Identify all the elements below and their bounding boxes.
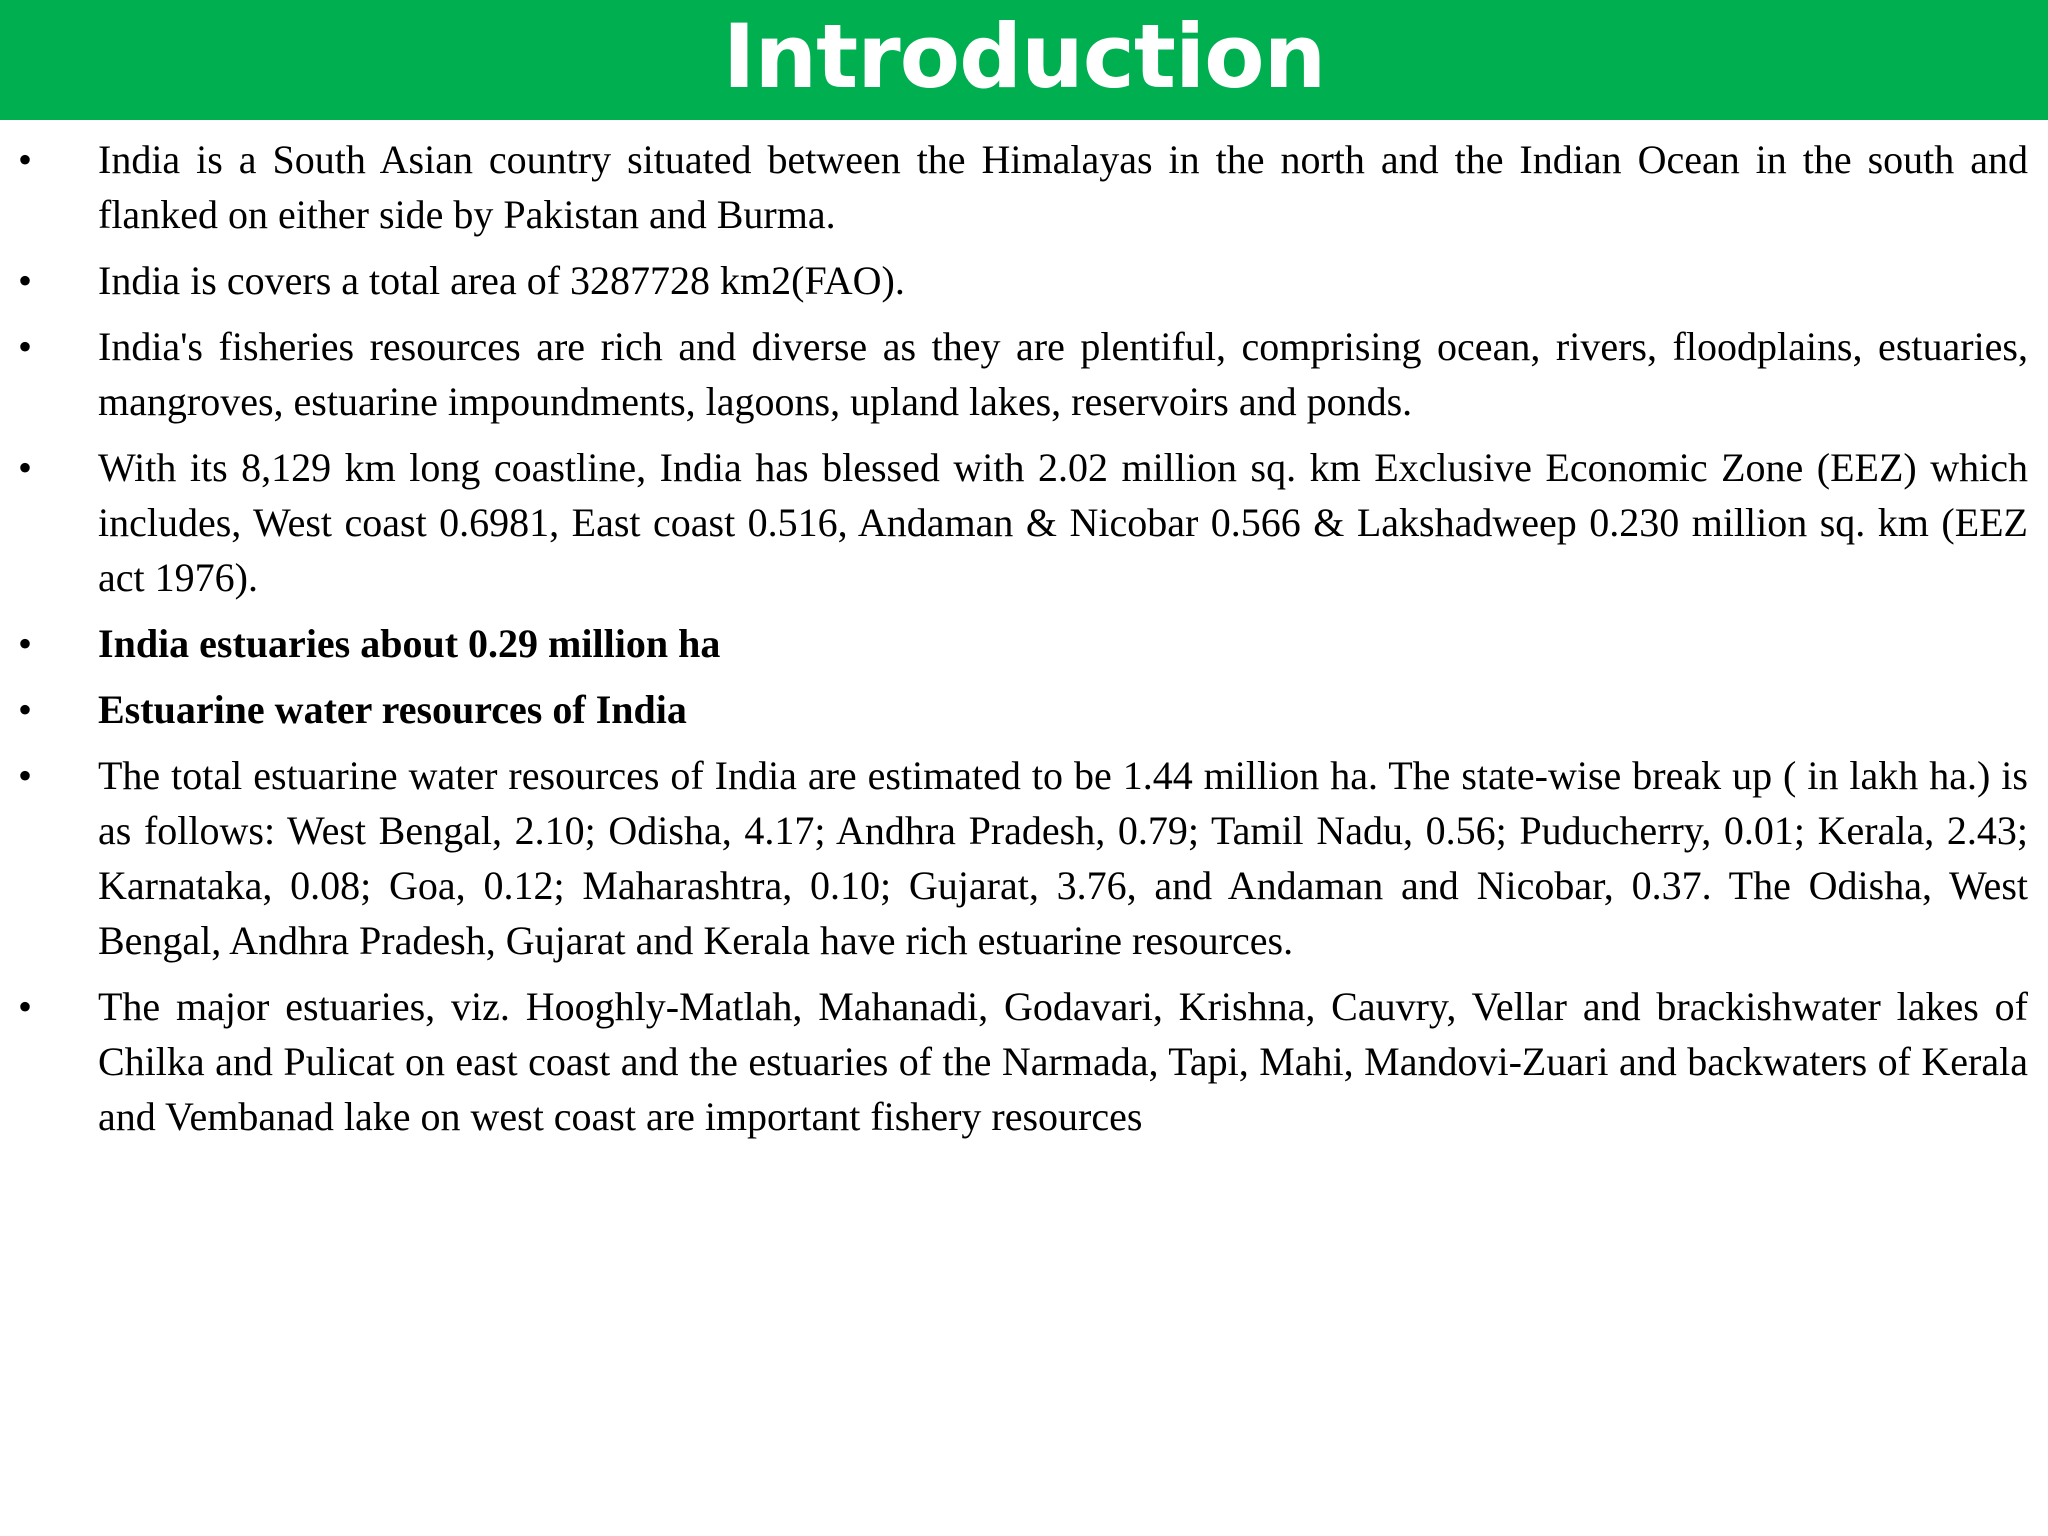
bullet-list [0,132,2048,1155]
bullet-text: India estuaries about 0.29 million ha [98,621,721,666]
bullet-item [0,253,2048,308]
bullet-item [0,440,2048,605]
bullet-icon: • [18,258,33,303]
bullet-icon: • [18,687,33,732]
bullet-text: With its 8,129 km long coastline, India has blessed with 2.02 million sq. km Exclusive Economic Zone (EEZ) which includes, West coast 0.6981, East coast 0.516, Andaman & Nicobar 0.566 & Lakshadweep 0.230 million sq. km (EEZ act 1976). [98,445,2028,600]
bullet-icon: • [18,137,33,182]
bullet-text: The major estuaries, viz. Hooghly-Matlah, Mahanadi, Godavari, Krishna, Cauvry, Vellar and brackishwater lakes of Chilka and Pulicat on east coast and the estuaries of the Narmada, Tapi, Mahi, Mandovi-Zuari and backwaters of Kerala and Vembanad lake on west coast are important fishery resources [98,984,2028,1139]
bullet-text: India is a South Asian country situated between the Himalayas in the north and the Indian Ocean in the south and flanked on either side by Pakistan and Burma. [98,137,2028,237]
bullet-icon: • [18,984,33,1029]
bullet-icon: • [18,445,33,490]
bullet-icon: • [18,324,33,369]
slide-title: Introduction [722,5,1326,108]
bullet-item [0,616,2048,671]
bullet-item [0,979,2048,1144]
bullet-text: Estuarine water resources of India [98,687,687,732]
bullet-icon: • [18,753,33,798]
bullet-text: The total estuarine water resources of India are estimated to be 1.44 million ha. The state-wise break up ( in lakh ha.) is as follows: West Bengal, 2.10; Odisha, 4.17; Andhra Pradesh, 0.79; Tamil Nadu, 0.56; Puducherry, 0.01; Kerala, 2.43; Karnataka, 0.08; Goa, 0.12; Maharashtra, 0.10; Gujarat, 3.76, and Andaman and Nicobar, 0.37. The Odisha, West Bengal, Andhra Pradesh, Gujarat and Kerala have rich estuarine resources. [98,753,2028,963]
bullet-item [0,319,2048,429]
bullet-item [0,682,2048,737]
bullet-text: India's fisheries resources are rich and diverse as they are plentiful, comprising ocean, rivers, floodplains, estuaries, mangroves, estuarine impoundments, lagoons, upland lakes, reservoirs and ponds. [98,324,2028,424]
bullet-item [0,748,2048,968]
title-bar [0,0,2048,120]
bullet-icon: • [18,621,33,666]
bullet-item [0,132,2048,242]
bullet-text: India is covers a total area of 3287728 km2(FAO). [98,258,905,303]
